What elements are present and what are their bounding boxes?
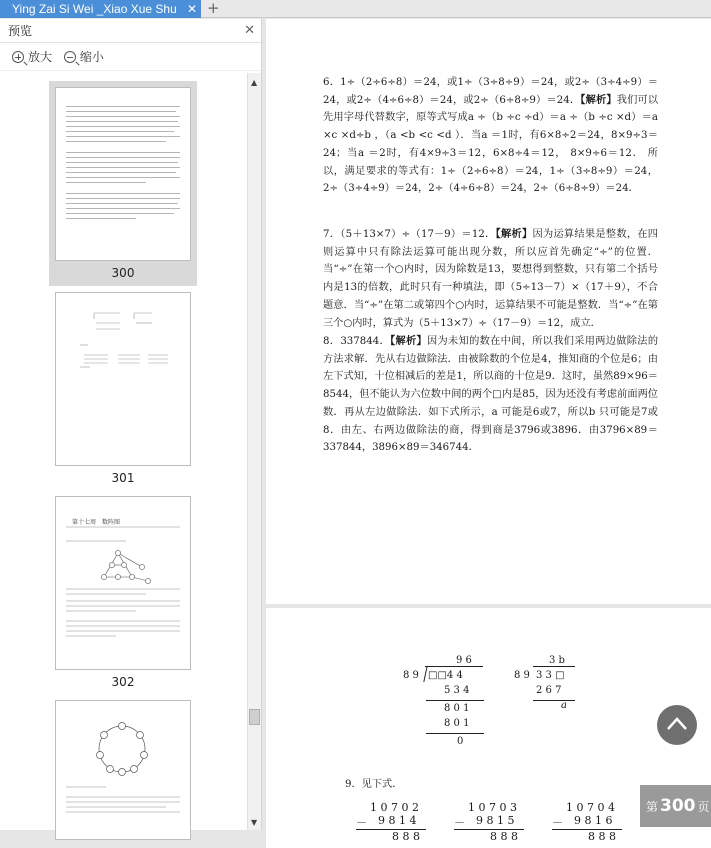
div-right-quotient: 3 b <box>549 655 565 666</box>
page-prefix: 第 <box>646 800 659 814</box>
zoom-out-label: 缩小 <box>79 50 104 64</box>
current-page-number: 300 <box>660 796 696 816</box>
answer-8-head: 8．337844． <box>323 336 391 347</box>
close-icon[interactable]: ✕ <box>186 2 197 16</box>
answer-8 <box>323 333 658 457</box>
thumbnail-label: 302 <box>111 675 135 689</box>
zoom-out-button[interactable] <box>64 43 104 71</box>
sub-minus: － <box>552 816 563 829</box>
answer-6-body: 我们可以先用字母代替数字，原等式写成a ÷（b ÷c ÷d）＝a ÷（b ÷c ×d）＝a ×c ×d÷b ，（a <b <c <d ）．当a ＝1时，有6×8÷2＝24，8×9÷3＝24；当a ＝2时，有4×9÷3＝12，6×8÷4＝12， 8×9÷6＝12． 所以，满足要求的等式有：1÷（2÷6÷8）＝24，1÷（3÷8÷9）＝24，2÷（3÷4÷9）＝24，2÷（4÷6÷8）＝24，2÷（6÷8÷9）＝24． <box>323 94 659 195</box>
thumbnail-page-301[interactable] <box>55 292 191 466</box>
div-right-dividend: 3 3 □ <box>536 670 565 681</box>
div-left-dividend: □□4 4 <box>428 670 463 681</box>
chevron-up-icon <box>667 717 687 731</box>
sidebar-header <box>0 19 261 43</box>
div-right-divisor: 8 9 <box>514 670 530 681</box>
thumbnail-page-300[interactable] <box>55 87 191 261</box>
answer-7 <box>323 226 658 332</box>
zoom-in-label: 放大 <box>28 50 53 64</box>
zoom-out-icon <box>64 51 76 63</box>
sidebar-scrollbar[interactable] <box>247 73 261 830</box>
answer-6 <box>323 74 658 198</box>
analysis-label: 【解析】 <box>495 228 533 240</box>
zoom-in-button[interactable] <box>12 43 52 71</box>
thumbnail-list <box>0 73 247 830</box>
document-tab[interactable] <box>0 0 201 18</box>
thumbnail-label: 300 <box>111 266 135 280</box>
div-left-step3: 8 0 1 <box>444 718 470 729</box>
div-right-remainder: a <box>561 700 567 711</box>
answer-6-head: 6．1÷（2÷6÷8）＝24，或1÷（3÷8÷9）＝24，或2÷（3÷4÷9）＝24，或2÷（4÷6÷8）＝24，或2÷（6÷8÷9）＝24． <box>323 77 658 106</box>
scroll-up-icon[interactable]: ▲ <box>251 78 258 87</box>
answer-7-body: 因为运算结果是整数，在四则运算中只有除法运算可能出现分数，所以应首先确定“÷”的位置．当“÷”在第一个○内时，因为除数是13，要想得到整数，只有第二个括号内是13的倍数，此时只有一种填法，即（5÷13－7）×（17＋9），不合题意．当“÷”在第二或第四个○内时，运算结果不可能是整数．当“÷”在第三个○内时，算式为（5＋13×7）÷（17－9）＝12，成立． <box>323 229 658 329</box>
preview-sidebar <box>0 19 262 830</box>
scroll-down-icon[interactable]: ▼ <box>251 818 258 827</box>
answer-9: 9．见下式． <box>345 779 403 790</box>
div-left-step1: 5 3 4 <box>444 685 470 696</box>
sub-top: 1 0 7 0 4 <box>566 801 615 814</box>
tab-title: Ying Zai Si Wei _Xiao Xue Shu <box>12 2 177 16</box>
thumbnail-heading: 第十七周 数阵图 <box>72 519 121 526</box>
thumbnail-label: 301 <box>111 471 135 485</box>
zoom-toolbar <box>0 43 261 71</box>
page-indicator <box>640 785 711 827</box>
back-to-top-button[interactable] <box>657 705 697 745</box>
div-right-step1: 2 6 7 <box>536 685 562 696</box>
tab-bar <box>0 0 711 18</box>
page-suffix: 页 <box>697 800 710 814</box>
sub-minus: － <box>454 816 465 829</box>
sub-bottom: 9 8 1 6 <box>574 814 613 827</box>
document-page <box>266 19 711 604</box>
sub-bottom: 9 8 1 5 <box>476 814 515 827</box>
zoom-in-icon <box>12 51 24 63</box>
thumbnail-drawing <box>56 701 192 841</box>
sub-minus: － <box>356 816 367 829</box>
sidebar-title: 预览 <box>8 24 33 38</box>
div-left-remainder: 0 <box>457 736 464 747</box>
sub-bottom: 9 8 1 4 <box>378 814 417 827</box>
sub-top: 1 0 7 0 2 <box>370 801 419 814</box>
analysis-label: 【解析】 <box>390 335 428 347</box>
div-left-divisor: 8 9 <box>403 670 419 681</box>
thumbnail-page-303[interactable] <box>55 700 191 840</box>
close-icon[interactable]: ✕ <box>244 23 255 38</box>
div-left-step2: 8 0 1 <box>444 703 470 714</box>
document-view[interactable] <box>266 19 711 843</box>
sub-result: 8 8 8 <box>392 830 420 843</box>
answer-7-head: 7．（5＋13×7）÷（17－9）＝12． <box>323 229 496 240</box>
new-tab-icon[interactable]: + <box>207 0 220 17</box>
thumbnail-page-302[interactable] <box>55 496 191 670</box>
scrollbar-thumb[interactable] <box>249 709 260 725</box>
sub-top: 1 0 7 0 3 <box>468 801 517 814</box>
sub-result: 8 8 8 <box>588 830 616 843</box>
div-left-quotient: 9 6 <box>456 655 472 666</box>
sub-result: 8 8 8 <box>490 830 518 843</box>
analysis-label: 【解析】 <box>580 93 617 106</box>
answer-8-body: 因为未知的数在中间，所以我们采用两边做除法的方法求解．先从右边做除法．由被除数的个位是4，推知商的个位是6；由左下式知，十位相减后的差是1，所以商的十位是9．这时，虽然89×96＝8544，但不能认为六位数中间的两个□内是85，因为还没有考虑前面两位数．再从左边做除法．如下式所示，a 可能是6或7，所以b 只可能是7或8．由左、右两边做除法的商，得到商是3796或3896．由3796×89＝337844，3896×89＝346744． <box>323 336 659 454</box>
thumbnail-drawing <box>56 293 192 467</box>
